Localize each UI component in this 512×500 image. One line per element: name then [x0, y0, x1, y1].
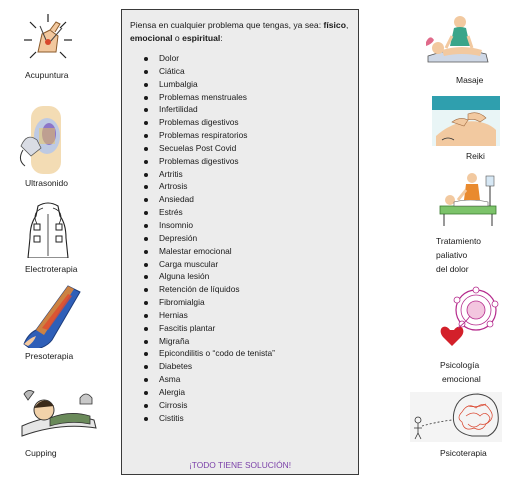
- psychotherapy-icon: [410, 392, 502, 442]
- therapy-label-tratamiento-line3: del dolor: [436, 264, 469, 274]
- list-item: Problemas digestivos: [140, 116, 275, 129]
- list-item: Cistitis: [140, 412, 275, 425]
- list-item: Estrés: [140, 206, 275, 219]
- list-item: Ansiedad: [140, 193, 275, 206]
- intro-prefix: Piensa en cualquier problema que tengas, ya sea:: [130, 20, 324, 30]
- intro-text: [130, 19, 356, 45]
- acupuncture-hand-icon: [20, 12, 76, 64]
- list-item: Hernias: [140, 309, 275, 322]
- list-item: Asma: [140, 373, 275, 386]
- intro-suffix: :: [220, 33, 223, 43]
- therapy-label-acupuntura: Acupuntura: [25, 70, 69, 80]
- therapy-label-psicologia-line2: emocional: [442, 374, 481, 384]
- emotional-psychology-icon: [440, 286, 500, 346]
- list-item: Insomnio: [140, 219, 275, 232]
- therapy-label-ultrasonido: Ultrasonido: [25, 178, 68, 188]
- list-item: Retención de líquidos: [140, 283, 275, 296]
- list-item: Problemas respiratorios: [140, 129, 275, 142]
- list-item: Epicondilitis o “codo de tenista”: [140, 347, 275, 360]
- electrotherapy-back-icon: [20, 202, 76, 258]
- list-item: Problemas digestivos: [140, 155, 275, 168]
- list-item: Depresión: [140, 232, 275, 245]
- list-item: Cirrosis: [140, 399, 275, 412]
- list-item: Ciática: [140, 65, 275, 78]
- therapy-label-cupping: Cupping: [25, 448, 57, 458]
- intro-separator-1: ,: [345, 20, 349, 30]
- cupping-patient-icon: [20, 388, 98, 442]
- therapy-label-reiki: Reiki: [466, 151, 485, 161]
- list-item: Alergia: [140, 386, 275, 399]
- pressotherapy-leg-icon: [18, 282, 88, 348]
- therapy-label-psicoterapia: Psicoterapia: [440, 448, 487, 458]
- massage-icon: [424, 12, 490, 68]
- list-item: Lumbalgia: [140, 78, 275, 91]
- knee-ultrasound-icon: [17, 106, 73, 174]
- therapy-label-tratamiento-line1: Tratamiento: [436, 236, 482, 246]
- therapy-label-electroterapia: Electroterapia: [25, 264, 78, 274]
- intro-fisico: físico: [323, 20, 346, 30]
- list-item: Infertilidad: [140, 103, 275, 116]
- therapy-label-tratamiento-line2: paliativo: [436, 250, 468, 260]
- reiki-hands-icon: [432, 96, 500, 146]
- list-item: Diabetes: [140, 360, 275, 373]
- list-item: Malestar emocional: [140, 245, 275, 258]
- therapy-label-masaje: Masaje: [456, 75, 484, 85]
- list-item: Fascitis plantar: [140, 322, 275, 335]
- intro-emocional: emocional: [130, 33, 173, 43]
- intro-espiritual: espiritual: [182, 33, 221, 43]
- therapy-label-presoterapia: Presoterapia: [25, 351, 74, 361]
- conditions-list: [140, 52, 275, 424]
- list-item: Artrosis: [140, 180, 275, 193]
- intro-separator-2: o: [172, 33, 183, 43]
- list-item: Migraña: [140, 335, 275, 348]
- therapy-label-psicologia-line1: Psicología: [440, 360, 480, 370]
- list-item: Fibromialgia: [140, 296, 275, 309]
- palliative-treatment-icon: [438, 172, 498, 228]
- list-item: Problemas menstruales: [140, 91, 275, 104]
- list-item: Secuelas Post Covid: [140, 142, 275, 155]
- list-item: Alguna lesión: [140, 270, 275, 283]
- closing-message: ¡TODO TIENE SOLUCIÓN!: [188, 460, 292, 470]
- list-item: Carga muscular: [140, 258, 275, 271]
- list-item: Dolor: [140, 52, 275, 65]
- list-item: Artritis: [140, 168, 275, 181]
- conditions-panel: [121, 9, 359, 475]
